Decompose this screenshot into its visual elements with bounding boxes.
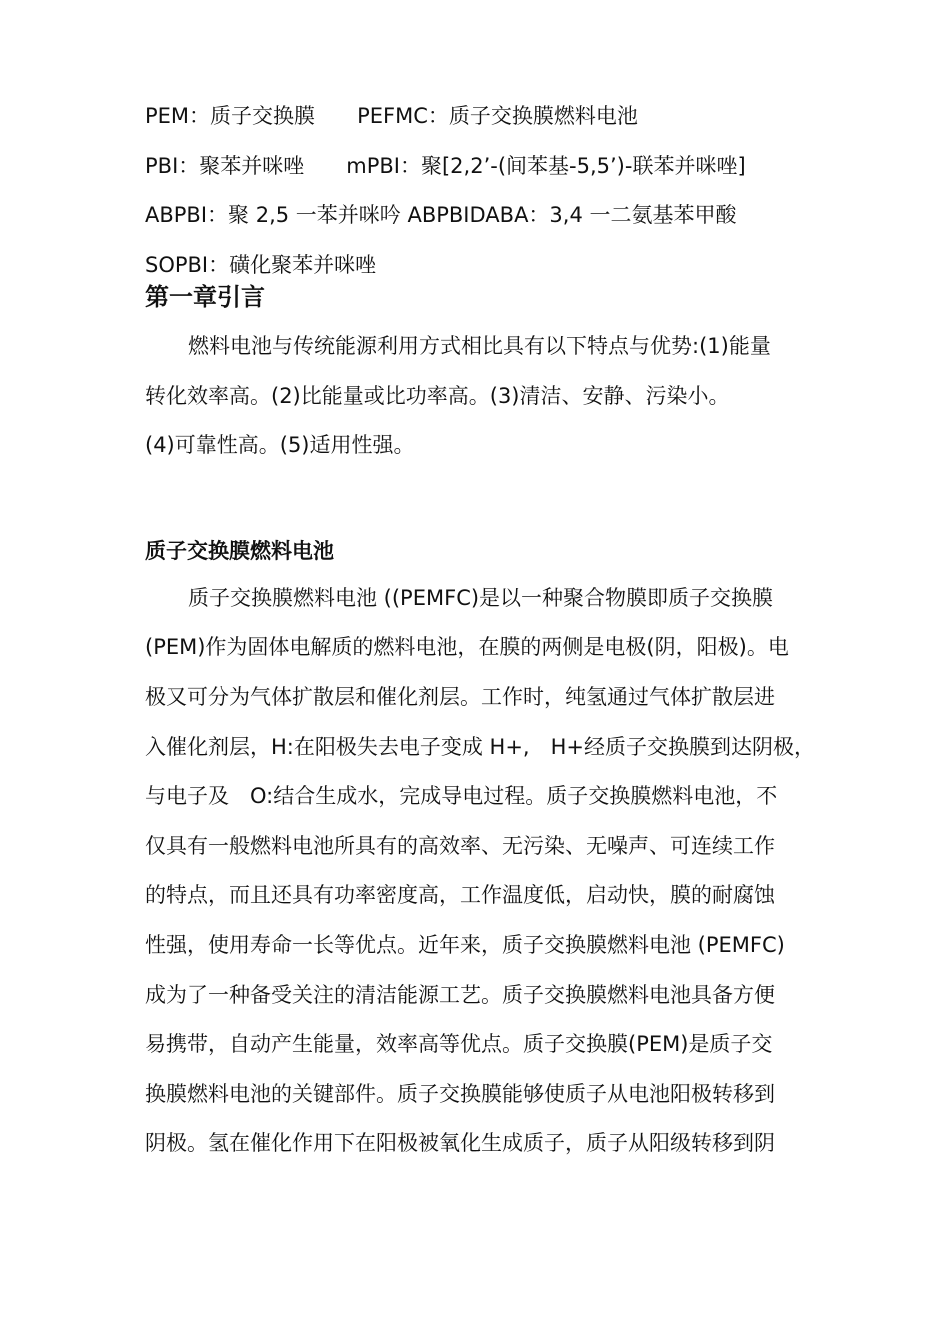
paragraph-line: 转化效率高。(2)比能量或比功率高。(3)清洁、安静、污染小。 (145, 383, 730, 408)
abbreviation-line-pem (145, 104, 820, 129)
paragraph-line: 阴极。氢在催化作用下在阳极被氧化生成质子，质子从阳级转移到阴 (145, 1131, 775, 1156)
abbreviation-line-abpbi (145, 203, 820, 228)
abbreviation-line-sopbi (145, 253, 820, 278)
paragraph-line: 性强，使用寿命一长等优点。近年来，质子交换膜燃料电池 (PEMFC) (145, 932, 785, 957)
paragraph-line: 入催化剂层，H:在阳极失去电子变成 H+, H+经质子交换膜到达阴极， (145, 734, 815, 759)
abbreviation-line-pbi (145, 154, 820, 179)
paragraph-line: 燃料电池与传统能源利用方式相比具有以下特点与优势:(1)能量 (188, 334, 771, 358)
paragraph-line: 换膜燃料电池的关键部件。质子交换膜能够使质子从电池阳极转移到 (145, 1081, 775, 1106)
paragraph-line: 成为了一种备受关注的清洁能源工艺。质子交换膜燃料电池具备方便 (145, 982, 775, 1007)
document-content (145, 104, 820, 1169)
abbreviation-term: SOPBI：磺化聚苯并咪唑 (145, 252, 377, 277)
abbreviation-term: mPBI：聚[2,2’-(间苯基-5,5’)-联苯并咪唑] (346, 153, 746, 178)
paragraph-line: 极又可分为气体扩散层和催化剂层。工作时，纯氢通过气体扩散层进 (145, 684, 775, 709)
paragraph-line: 易携带，自动产生能量，效率高等优点。质子交换膜(PEM)是质子交 (145, 1032, 773, 1057)
paragraph-line: 与电子及 O:结合生成水，完成导电过程。质子交换膜燃料电池，不 (145, 784, 778, 809)
section-heading: 质子交换膜燃料电池 (145, 538, 334, 563)
paragraph-line: 质子交换膜燃料电池 ((PEMFC)是以一种聚合物膜即质子交换膜 (188, 585, 774, 610)
abbreviation-term: ABPBI：聚 2,5 一苯并咪吟 ABPBIDABA：3,4 一二氨基苯甲酸 (145, 203, 737, 227)
abbreviation-term: PEM：质子交换膜 (145, 104, 316, 128)
intro-paragraph (145, 322, 820, 471)
abbreviation-term: PBI：聚苯并咪唑 (145, 153, 305, 178)
abbreviation-term: PEFMC：质子交换膜燃料电池 (357, 104, 638, 128)
paragraph-line: 的特点，而且还具有功率密度高，工作温度低，启动快，膜的耐腐蚀 (145, 883, 775, 908)
chapter-title: 第一章引言 (145, 283, 265, 311)
paragraph-line: 仅具有一般燃料电池所具有的高效率、无污染、无噪声、可连续工作 (145, 833, 775, 858)
paragraph-line: (4)可靠性高。(5)适用性强。 (145, 433, 415, 458)
paragraph-line: (PEM)作为固体电解质的燃料电池，在膜的两侧是电极(阴，阳极)。电 (145, 635, 789, 660)
body-paragraph (145, 574, 820, 1169)
